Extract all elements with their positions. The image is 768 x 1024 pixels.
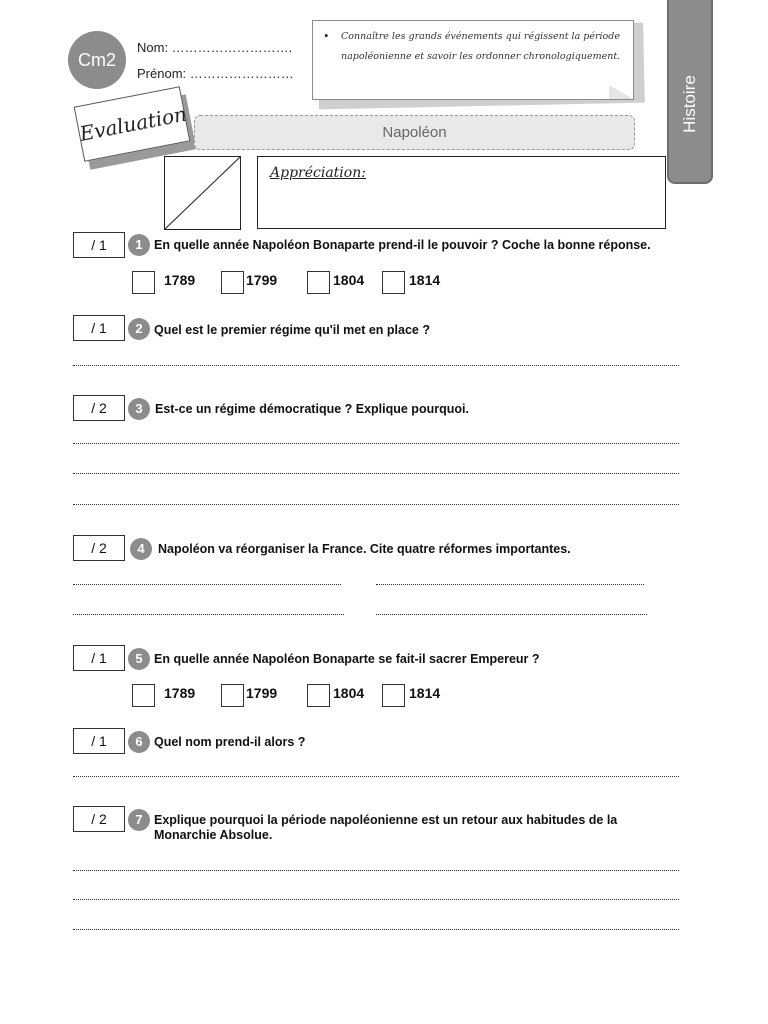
- objective-note: [312, 20, 634, 100]
- page-title: Napoléon: [194, 115, 635, 150]
- appreciation-label: Appréciation:: [270, 165, 366, 181]
- checkbox-q5-1799[interactable]: [221, 684, 244, 707]
- points-box-q5: / 1: [73, 645, 125, 671]
- option-q1-1804: 1804: [333, 272, 365, 288]
- checkbox-q1-1814[interactable]: [382, 271, 405, 294]
- page-fold-icon: [609, 85, 633, 99]
- points-box-q7: / 2: [73, 806, 125, 832]
- answer-line-q7-1[interactable]: [73, 870, 679, 871]
- points-box-q2: / 1: [73, 315, 125, 341]
- answer-line-q3-2[interactable]: [73, 473, 679, 474]
- question-number-q4: 4: [130, 538, 152, 560]
- checkbox-q1-1799[interactable]: [221, 271, 244, 294]
- answer-line-q3-3[interactable]: [73, 504, 679, 505]
- question-number-q3: 3: [128, 398, 150, 420]
- question-text-q3: Est-ce un régime démocratique ? Explique pourquoi.: [155, 402, 469, 416]
- bullet-icon: •: [323, 30, 330, 43]
- question-number-q2: 2: [128, 318, 150, 340]
- answer-line-q7-2[interactable]: [73, 899, 679, 900]
- question-text-q7-line2: Monarchie Absolue.: [154, 828, 273, 842]
- option-q5-1789: 1789: [164, 685, 196, 701]
- question-text-q7-line1: Explique pourquoi la période napoléonienne est un retour aux habitudes de la: [154, 813, 618, 827]
- question-number-q6: 6: [128, 731, 150, 753]
- question-number-q1: 1: [128, 234, 150, 256]
- question-text-q6: Quel nom prend-il alors ?: [154, 735, 306, 749]
- option-q5-1804: 1804: [333, 685, 365, 701]
- option-q1-1799: 1799: [246, 272, 278, 288]
- answer-line-q4-3[interactable]: [73, 614, 344, 615]
- question-text-q2: Quel est le premier régime qu'il met en place ?: [154, 323, 430, 337]
- answer-line-q3-1[interactable]: [73, 443, 679, 444]
- question-text-q4: Napoléon va réorganiser la France. Cite quatre réformes importantes.: [158, 542, 571, 556]
- question-number-q7: 7: [128, 809, 150, 831]
- checkbox-q5-1814[interactable]: [382, 684, 405, 707]
- option-q5-1799: 1799: [246, 685, 278, 701]
- answer-line-q4-4[interactable]: [376, 614, 647, 615]
- objective-text: Connaître les grands événements qui régissent la période napoléonienne et savoir les ordonner chronologiquement.: [341, 31, 621, 62]
- answer-line-q7-3[interactable]: [73, 929, 679, 930]
- score-box: [164, 156, 241, 230]
- evaluation-card: Evaluation: [74, 86, 191, 162]
- points-box-q4: / 2: [73, 535, 125, 561]
- answer-line-q4-2[interactable]: [376, 584, 644, 585]
- points-box-q3: / 2: [73, 395, 125, 421]
- checkbox-q5-1804[interactable]: [307, 684, 330, 707]
- subject-tab-label: Histoire: [680, 75, 699, 133]
- answer-line-q4-1[interactable]: [73, 584, 341, 585]
- score-diagonal: [165, 157, 240, 229]
- nom-field[interactable]: Nom: ……………………….: [137, 40, 293, 55]
- answer-line-q6[interactable]: [73, 776, 679, 777]
- points-box-q1: / 1: [73, 232, 125, 258]
- checkbox-q1-1804[interactable]: [307, 271, 330, 294]
- option-q1-1814: 1814: [409, 272, 441, 288]
- appreciation-box[interactable]: [257, 156, 666, 229]
- checkbox-q5-1789[interactable]: [132, 684, 155, 707]
- answer-line-q2[interactable]: [73, 365, 679, 366]
- points-box-q6: / 1: [73, 728, 125, 754]
- level-badge: Cm2: [68, 31, 126, 89]
- subject-tab: [667, 0, 713, 184]
- question-number-q5: 5: [128, 648, 150, 670]
- option-q1-1789: 1789: [164, 272, 196, 288]
- option-q5-1814: 1814: [409, 685, 441, 701]
- checkbox-q1-1789[interactable]: [132, 271, 155, 294]
- question-text-q5: En quelle année Napoléon Bonaparte se fait-il sacrer Empereur ?: [154, 652, 540, 666]
- question-text-q1: En quelle année Napoléon Bonaparte prend-il le pouvoir ? Coche la bonne réponse.: [154, 238, 651, 252]
- prenom-field[interactable]: Prénom: ……………………: [137, 66, 294, 81]
